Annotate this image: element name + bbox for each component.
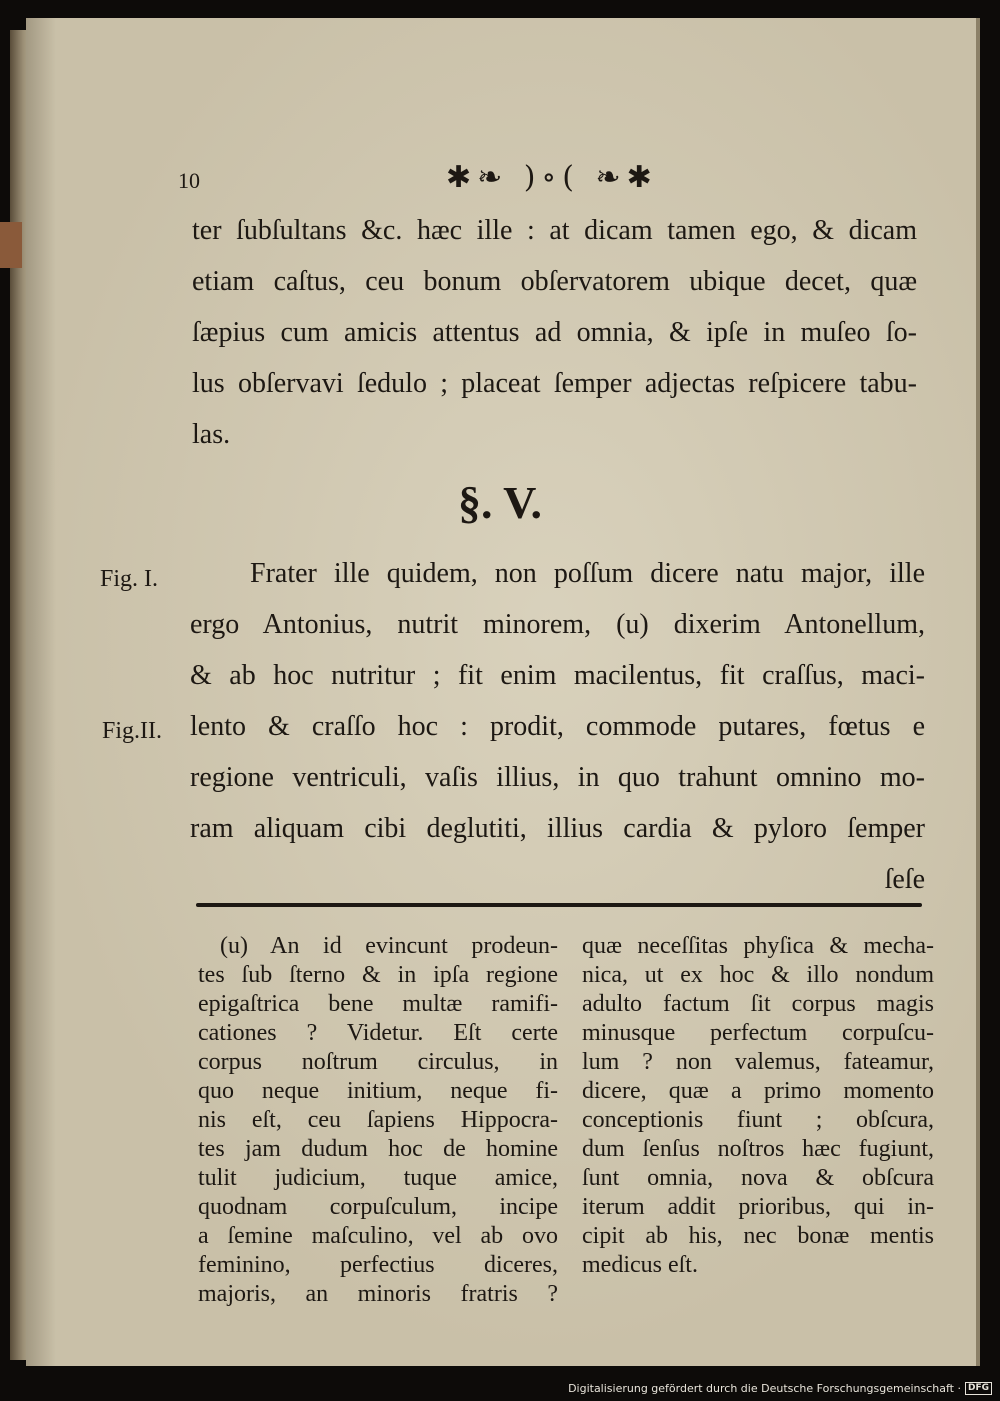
text-line: lento & craſſo hoc : prodit, commode putares, fœtus e — [190, 711, 925, 742]
footnote-line: quæ neceſſitas phyſica & mecha- — [582, 933, 934, 959]
footnote-line: quo neque initium, neque fi- — [198, 1078, 558, 1104]
footnote-line: iterum addit prioribus, qui in- — [582, 1194, 934, 1220]
text-line: regione ventriculi, vaſis illius, in quo trahunt omnino mo- — [190, 762, 925, 793]
footnote-line: (u) An id evincunt prodeun- — [220, 933, 558, 959]
footnote-line: adulto factum ſit corpus magis — [582, 991, 934, 1017]
text-line: & ab hoc nutritur ; fit enim macilentus, fit craſſus, maci- — [190, 660, 925, 691]
digitization-credit — [568, 1379, 992, 1397]
footnote-line: quodnam corpuſculum, incipe — [198, 1194, 558, 1220]
footnote-line: cipit ab his, nec bonæ mentis — [582, 1223, 934, 1249]
running-head — [178, 160, 908, 200]
footnote-column-left — [198, 932, 558, 1309]
footnote-column-right — [582, 932, 934, 1280]
footnote-line: tes jam dudum hoc de homine — [198, 1136, 558, 1162]
footnote-line: epigaſtrica bene multæ ramifi- — [198, 991, 558, 1017]
page-number: 10 — [178, 168, 200, 193]
body-paragraph — [192, 205, 917, 460]
text-line: ergo Antonius, nutrit minorem, (u) dixerim Antonellum, — [190, 609, 925, 640]
footnote-line: minusque perfectum corpuſcu- — [582, 1020, 934, 1046]
footnote-line: ſunt omnia, nova & obſcura — [582, 1165, 934, 1191]
footnotes — [196, 932, 936, 1312]
footnote-line: nis eſt, ceu ſapiens Hippocra- — [198, 1107, 558, 1133]
footnote-line: nica, ut ex hoc & illo nondum — [582, 962, 934, 988]
margin-note-fig-1: Fig. I. — [100, 566, 159, 592]
catchword: ſeſe — [884, 864, 925, 895]
footnote-line: dum ſenſus noſtros hæc fugiunt, — [582, 1136, 934, 1162]
footnote-line: feminino, perfectius diceres, — [198, 1252, 558, 1278]
footnote-line: cationes ? Videtur. Eſt certe — [198, 1020, 558, 1046]
text-line: las. — [192, 419, 231, 450]
margin-note-fig-2: Fig.II. — [102, 718, 162, 744]
credit-text: Digitalisierung gefördert durch die Deutsche Forschungsgemeinschaft · — [568, 1381, 961, 1395]
footnote-line: majoris, an minoris fratris ? — [198, 1281, 558, 1307]
text-line: etiam caſtus, ceu bonum obſervatorem ubique decet, quæ — [192, 266, 917, 297]
dfg-logo-icon: DFG — [965, 1382, 992, 1395]
footnote-line: corpus noſtrum circulus, in — [198, 1049, 558, 1075]
section-heading: §. V. — [458, 477, 542, 528]
text-line: ter ſubſultans &c. hæc ille : at dicam tamen ego, & dicam — [192, 215, 917, 246]
text-line: Frater ille quidem, non poſſum dicere natu major, ille — [250, 558, 925, 589]
text-line: ſæpius cum amicis attentus ad omnia, & ipſe in muſeo ſo- — [192, 317, 917, 348]
bookmark-tab — [0, 222, 22, 268]
footnote-line: dicere, quæ a primo momento — [582, 1078, 934, 1104]
footnote-line: lum ? non valemus, fateamur, — [582, 1049, 934, 1075]
section-paragraph — [190, 548, 925, 905]
footnote-line: medicus eſt. — [582, 1252, 698, 1278]
footnote-line: tes ſub ſterno & in ipſa regione — [198, 962, 558, 988]
text-line: ram aliquam cibi deglutiti, illius cardia & pyloro ſemper — [190, 813, 925, 844]
footnote-line: conceptionis fiunt ; obſcura, — [582, 1107, 934, 1133]
header-ornament: ✱❧ )∘( ❧✱ — [446, 160, 658, 195]
footnote-line: a ſemine maſculino, vel ab ovo — [198, 1223, 558, 1249]
text-line: lus obſervavi ſedulo ; placeat ſemper adjectas reſpicere tabu- — [192, 368, 917, 399]
footnote-rule — [196, 903, 922, 907]
footnote-line: tulit judicium, tuque amice, — [198, 1165, 558, 1191]
